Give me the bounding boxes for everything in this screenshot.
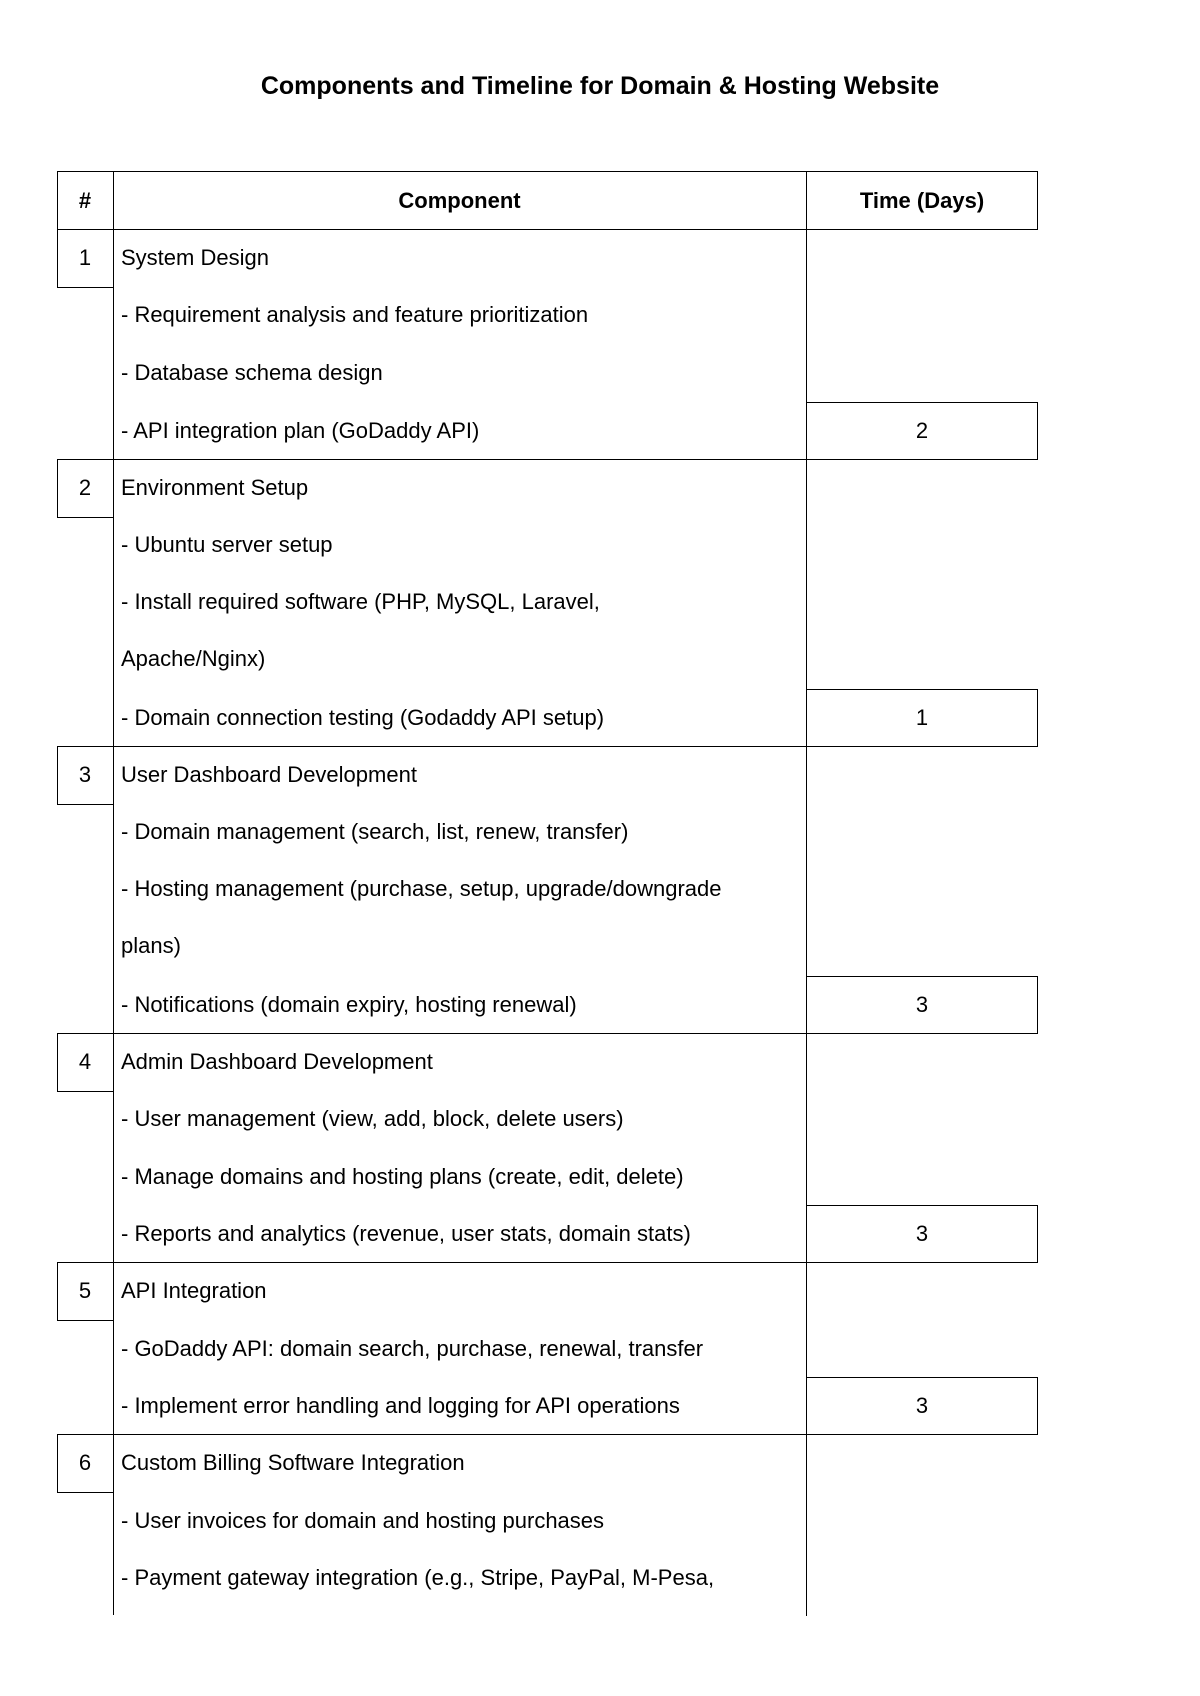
- component-title: Admin Dashboard Development: [121, 1049, 433, 1074]
- time-value: 3: [915, 992, 929, 1017]
- row-divider: [57, 1434, 807, 1435]
- component-item: - Database schema design: [121, 360, 383, 385]
- row-divider: [57, 1262, 807, 1263]
- component-item: - User invoices for domain and hosting purchases: [121, 1508, 605, 1533]
- component-title: User Dashboard Development: [121, 762, 417, 787]
- component-item: - Hosting management (purchase, setup, upgrade/downgrade: [121, 876, 722, 901]
- component-title: Custom Billing Software Integration: [121, 1450, 465, 1475]
- row-divider: [57, 1033, 807, 1034]
- row-number: 1: [78, 245, 92, 270]
- header-component: Component: [398, 188, 521, 213]
- row-number: 6: [78, 1450, 92, 1475]
- row-number: 5: [78, 1278, 92, 1303]
- component-title: Environment Setup: [121, 475, 309, 500]
- time-value: 3: [915, 1393, 929, 1418]
- header-num: #: [78, 188, 92, 213]
- page-title: Components and Timeline for Domain & Hosting Website: [260, 72, 940, 100]
- row-number: 2: [78, 475, 92, 500]
- component-item: - Implement error handling and logging for API operations: [121, 1393, 680, 1418]
- row-number: 3: [78, 762, 92, 787]
- component-item: plans): [121, 933, 181, 958]
- component-title: API Integration: [121, 1278, 267, 1303]
- component-item: - Domain connection testing (Godaddy API setup): [121, 705, 605, 730]
- time-value: 2: [915, 418, 929, 443]
- component-item: - Requirement analysis and feature prioritization: [121, 302, 589, 327]
- component-item: - Install required software (PHP, MySQL, Laravel,: [121, 589, 600, 614]
- component-item: - Payment gateway integration (e.g., Stripe, PayPal, M-Pesa,: [121, 1565, 715, 1590]
- component-item: - Reports and analytics (revenue, user stats, domain stats): [121, 1221, 691, 1246]
- component-item: - User management (view, add, block, delete users): [121, 1106, 624, 1131]
- row-number: 4: [78, 1049, 92, 1074]
- component-item: - API integration plan (GoDaddy API): [121, 418, 480, 443]
- header-time: Time (Days): [859, 188, 985, 213]
- component-item: - Ubuntu server setup: [121, 532, 333, 557]
- time-value: 3: [915, 1221, 929, 1246]
- row-divider: [57, 459, 807, 460]
- row-divider: [57, 746, 807, 747]
- component-item: - Manage domains and hosting plans (create, edit, delete): [121, 1164, 684, 1189]
- column-divider: [113, 230, 114, 1615]
- component-title: System Design: [121, 245, 269, 270]
- time-value: 1: [915, 705, 929, 730]
- component-item: - Notifications (domain expiry, hosting renewal): [121, 992, 577, 1017]
- component-item: Apache/Nginx): [121, 646, 266, 671]
- component-item: - Domain management (search, list, renew, transfer): [121, 819, 629, 844]
- component-item: - GoDaddy API: domain search, purchase, renewal, transfer: [121, 1336, 704, 1361]
